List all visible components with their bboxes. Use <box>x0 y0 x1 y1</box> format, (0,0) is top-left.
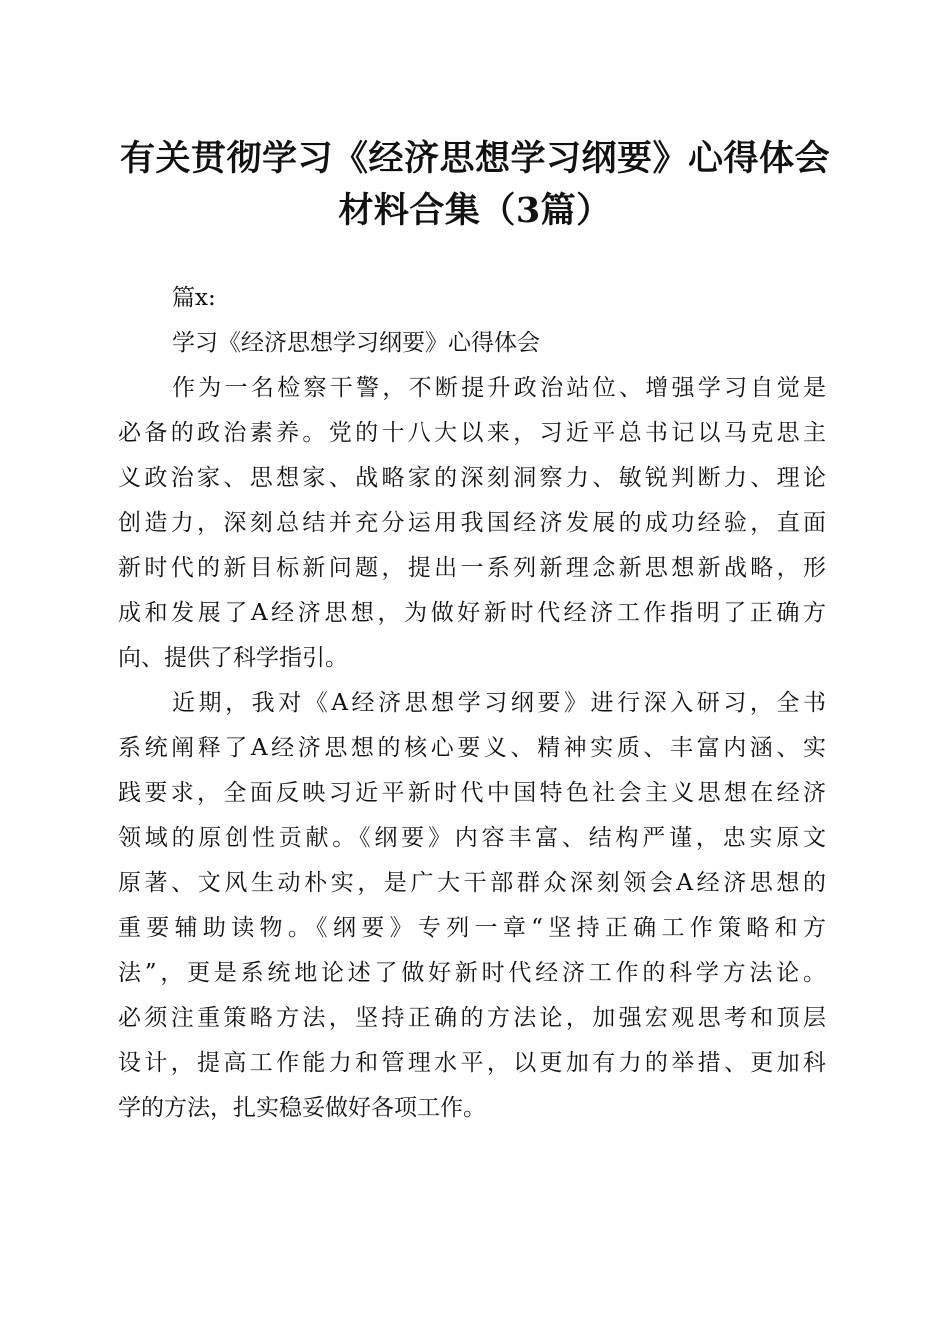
document-title <box>100 133 850 237</box>
paragraph-line: 系统阐释了A经济思想的核心要义、精神实质、丰富内涵、实 <box>118 735 826 761</box>
paragraph-line: 创造力，深刻总结并充分运用我国经济发展的成功经验，直面 <box>118 510 826 536</box>
paragraph-line: 学的方法，扎实稳妥做好各项工作。 <box>118 1095 486 1121</box>
paragraph-line: 必须注重策略方法，坚持正确的方法论，加强宏观思考和顶层 <box>118 1005 826 1031</box>
paragraph-line: 成和发展了A经济思想，为做好新时代经济工作指明了正确方 <box>118 600 826 626</box>
title-line-1: 有关贯彻学习《经济思想学习纲要》心得体会 <box>119 138 830 179</box>
document-body <box>118 276 826 1131</box>
paragraph-line: 作为一名检察干警，不断提升政治站位、增强学习自觉是 <box>172 375 826 401</box>
paragraph-line: 领域的原创性贡献。《纲要》内容丰富、结构严谨，忠实原文 <box>118 825 826 851</box>
paragraph-line: 设计，提高工作能力和管理水平，以更加有力的举措、更加科 <box>118 1050 826 1076</box>
paragraph-1 <box>118 366 826 681</box>
paragraph-line: 近期，我对《A经济思想学习纲要》进行深入研习，全书 <box>172 690 826 716</box>
paragraph-line: 践要求，全面反映习近平新时代中国特色社会主义思想在经济 <box>118 780 826 806</box>
paragraph-line: 法”，更是系统地论述了做好新时代经济工作的科学方法论。 <box>118 960 826 986</box>
paragraph-line: 原著、文风生动朴实，是广大干部群众深刻领会A经济思想的 <box>118 870 826 896</box>
paragraph-line: 必备的政治素养。党的十八大以来，习近平总书记以马克思主 <box>118 420 826 446</box>
title-line-2: 材料合集（3篇） <box>338 190 612 231</box>
paragraph-line: 义政治家、思想家、战略家的深刻洞察力、敏锐判断力、理论 <box>118 465 826 491</box>
section-label: 篇x: <box>172 285 216 311</box>
section-subtitle: 学习《经济思想学习纲要》心得体会 <box>172 330 540 356</box>
paragraph-line: 重要辅助读物。《纲要》专列一章“坚持正确工作策略和方 <box>118 915 826 941</box>
paragraph-line: 新时代的新目标新问题，提出一系列新理念新思想新战略，形 <box>118 555 826 581</box>
paragraph-2 <box>118 681 826 1131</box>
paragraph-line: 向、提供了科学指引。 <box>118 645 348 671</box>
